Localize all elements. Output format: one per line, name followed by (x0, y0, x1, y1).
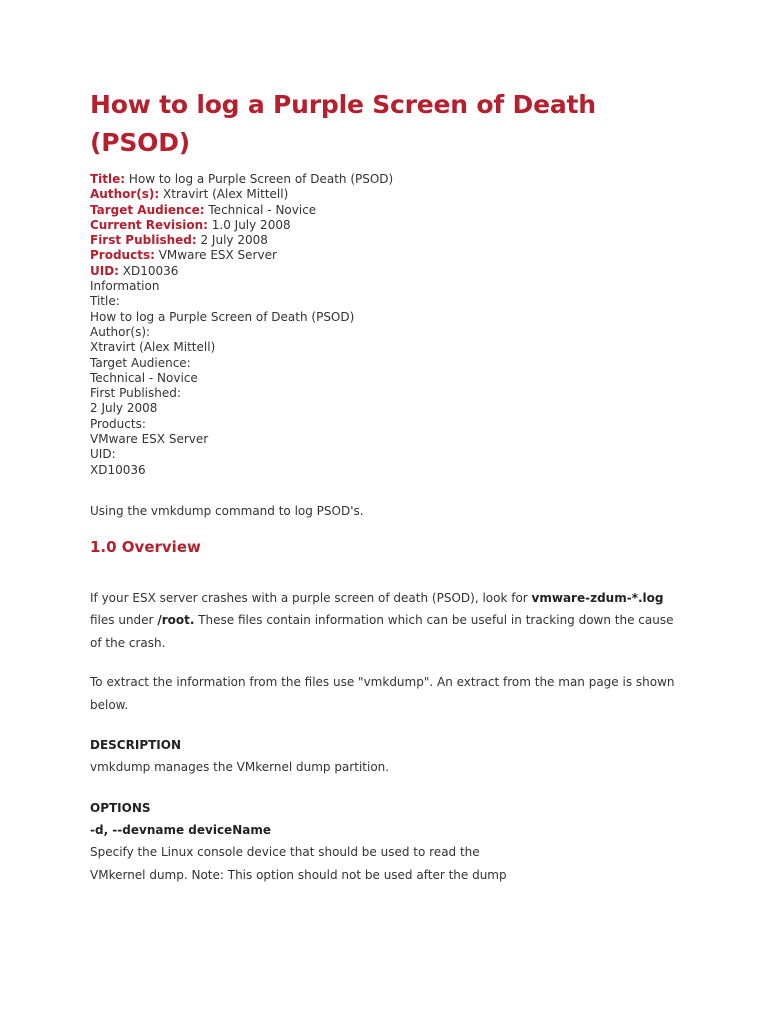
meta-label: Author(s): (90, 187, 160, 202)
root-path: /root. (157, 613, 195, 628)
meta-value: 2 July 2008 (200, 233, 268, 248)
meta-label: First Published: (90, 233, 197, 248)
info-line: Author(s): (90, 324, 151, 339)
intro-text: Using the vmkdump command to log PSOD's. (90, 503, 364, 518)
meta-row-products (90, 248, 688, 263)
meta-value: How to log a Purple Screen of Death (PSOD) (128, 172, 394, 186)
info-line: UID: (90, 447, 116, 462)
meta-row-current-revision (90, 218, 688, 233)
meta-label: Target Audience: (90, 202, 205, 217)
description-text: vmkdump manages the VMkernel dump partition. (90, 760, 390, 775)
overview-heading: 1.0 Overview (90, 537, 201, 556)
meta-value: 1.0 July 2008 (211, 217, 291, 232)
info-line: Technical - Novice (90, 370, 198, 385)
info-line: How to log a Purple Screen of Death (PSOD) (90, 309, 355, 324)
meta-value: XD10036 (122, 263, 179, 278)
meta-label: Current Revision: (90, 217, 208, 232)
meta-value: VMware ESX Server (158, 248, 277, 263)
overview-paragraph-2: To extract the information from the files use "vmkdump". An extract from the man page is shown below. (90, 675, 675, 712)
meta-label: Title: (90, 172, 126, 186)
document-title-line-1: How to log a Purple Screen of Death (90, 90, 596, 119)
meta-label: Products: (90, 248, 155, 263)
document-title-line-2: (PSOD) (90, 128, 190, 157)
option-devname-description-2: VMkernel dump. Note: This option should not be used after the dump (90, 867, 507, 882)
overview-text: files under (90, 613, 158, 628)
info-line: XD10036 (90, 462, 146, 477)
info-line: First Published: (90, 386, 181, 401)
info-line: Title: (90, 294, 120, 309)
overview-paragraph-1 (90, 587, 688, 655)
info-line: Xtravirt (Alex Mittell) (90, 340, 216, 355)
document-title (90, 86, 688, 162)
metadata-block (90, 172, 688, 279)
info-line: Products: (90, 416, 146, 431)
meta-row-title (90, 172, 688, 187)
meta-row-authors (90, 187, 688, 202)
info-line: Information (90, 279, 160, 294)
meta-value: Technical - Novice (208, 202, 317, 217)
meta-row-first-published (90, 233, 688, 248)
log-file-pattern: vmware-zdum-*.log (531, 590, 664, 605)
overview-text: These files contain information which can be useful in tracking down the cause of the crash. (90, 613, 674, 650)
option-devname: -d, --devname deviceName (90, 822, 271, 837)
information-block (90, 279, 688, 478)
options-heading: OPTIONS (90, 800, 151, 815)
meta-value: Xtravirt (Alex Mittell) (163, 187, 289, 202)
info-line: 2 July 2008 (90, 401, 158, 416)
info-line: VMware ESX Server (90, 432, 209, 447)
overview-text: If your ESX server crashes with a purple screen of death (PSOD), look for (90, 590, 532, 605)
option-devname-description-1: Specify the Linux console device that should be used to read the (90, 845, 480, 860)
description-heading: DESCRIPTION (90, 738, 182, 753)
meta-label: UID: (90, 263, 119, 278)
info-line: Target Audience: (90, 355, 191, 370)
meta-row-target-audience (90, 203, 688, 218)
meta-row-uid (90, 264, 688, 279)
